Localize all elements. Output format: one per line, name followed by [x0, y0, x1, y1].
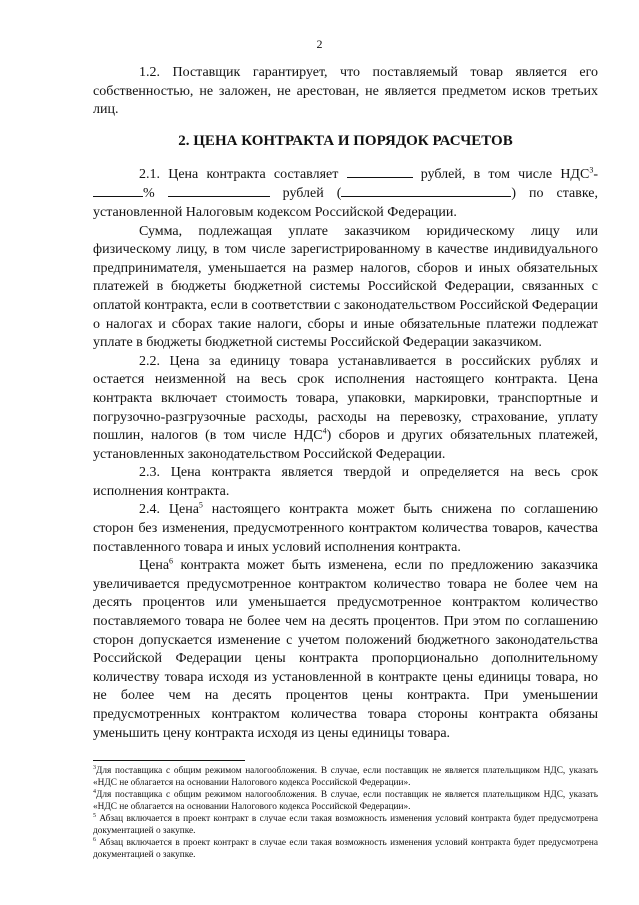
clause-1-2: 1.2. Поставщик гарантирует, что поставляемый товар является его собственностью, не заложен, не арестован, не является предметом исков третьих лиц.	[93, 65, 598, 118]
page-number: 2	[316, 37, 323, 51]
clause-price-change-text-b: контракта может быть изменена, если по предложению заказчика увеличивается предусмотренное контрактом количество товара не более чем на десять процентов или уменьшается предусмотренное контрактом количество поставляемого товара не более чем на десять процентов. При этом по соглашению сторон допускается изменение с учетом положений бюджетного законодательства Российской Федерации цены контракта пропорционально дополнительному количеству товара исходя из установленной в контракте цены единицы товара, но не более чем на десять процентов цены контракта. При уменьшении предусмотренных контрактом количества товара стороны контракта обязаны уменьшить цену контракта исходя из цены единицы товара.	[93, 558, 598, 741]
clause-2-3: 2.3. Цена контракта является твердой и определяется на весь срок исполнения контракта.	[93, 465, 598, 499]
footnote-mark-5: 5	[93, 812, 96, 819]
footnote-mark-4: 4	[93, 788, 96, 795]
footnote-5	[93, 813, 598, 837]
clause-2-1	[93, 165, 598, 223]
clause-2-2-text-b: ) сборов и других обязательных платежей, установленных законодательством Российской Федерации.	[93, 428, 598, 462]
footnote-text-5: Абзац включается в проект контракт в случае если такая возможность изменения условий контракта будет предусмотрена документацией о закупке.	[93, 814, 598, 836]
footnote-text-4: Для поставщика с общим режимом налогообложения. В случае, если поставщик не является плательщиком НДС, указать «НДС не облагается на основании Налогового кодекса Российской Федерации».	[93, 790, 598, 812]
clause-2-4-text-b: настоящего контракта может быть снижена по соглашению сторон без изменения, предусмотренного контрактом количества товаров, качества поставленного товара и иных условий исполнения контракта.	[93, 502, 598, 555]
footnote-ref-5: 5	[198, 500, 203, 510]
clause-2-1-text-d: %	[143, 186, 168, 202]
footnote-ref-3: 3	[589, 165, 594, 175]
clause-2-1-text-e: рублей (	[269, 186, 342, 202]
footnote-text-6: Абзац включается в проект контракт в случае если такая возможность изменения условий контракта будет предусмотрена документацией о закупке.	[93, 838, 598, 860]
section-heading-2: 2. ЦЕНА КОНТРАКТА И ПОРЯДОК РАСЧЕТОВ	[178, 132, 513, 149]
vat-amount-words-blank-field	[341, 184, 511, 197]
vat-amount-blank-field	[168, 184, 270, 197]
clause-2-2	[93, 353, 598, 465]
clause-price-change-text-a: Цена	[139, 558, 170, 574]
clause-payment-amount: Сумма, подлежащая уплате заказчиком юридическому лицу или физическому лицу, в том числе зарегистрированному в качестве индивидуального предпринимателя, уменьшается на размер налогов, сборов и иных обязательных платежей в бюджеты бюджетной системы Российской Федерации, связанных с оплатой контракта, если в соответствии с законодательством Российской Федерации о налогах и сборах такие налоги, сборы и иные обязательные платежи подлежат уплате в бюджеты бюджетной системы Российской Федерации заказчиком.	[93, 223, 598, 351]
footnote-mark-6: 6	[93, 836, 96, 843]
clause-2-4	[93, 501, 598, 557]
clause-price-change	[93, 557, 598, 743]
price-blank-field	[347, 165, 413, 178]
footnote-divider	[93, 760, 245, 761]
clause-2-1-text-b: рублей, в том числе НДС	[412, 166, 590, 182]
vat-rate-blank-field	[93, 184, 143, 197]
clause-2-1-text-f: ) по ставке, установленной Налоговым кодексом Российской Федерации.	[93, 186, 599, 220]
footnotes	[93, 765, 598, 861]
footnote-ref-4: 4	[322, 426, 327, 436]
footnote-ref-6: 6	[169, 556, 174, 566]
footnote-4	[93, 789, 598, 813]
footnote-6	[93, 837, 598, 861]
document-body	[93, 64, 598, 743]
clause-2-4-text-a: 2.4. Цена	[139, 502, 199, 518]
clause-2-1-text-c: -	[593, 166, 598, 182]
clause-2-1-text-a: 2.1. Цена контракта составляет	[139, 166, 347, 182]
footnote-3	[93, 765, 598, 789]
clause-2-2-text-a: 2.2. Цена за единицу товара устанавливается в российских рублях и остается неизменной на весь срок исполнения настоящего контракта. Цена контракта включает стоимость товара, упаковки, маркировки, транспортные и погрузочно-разгрузочные расходы, расходы на перевозку, страхование, уплату пошлин, налогов (в том числе НДС	[93, 353, 598, 444]
footnote-text-3: Для поставщика с общим режимом налогообложения. В случае, если поставщик не является плательщиком НДС, указать «НДС не облагается на основании Налогового кодекса Российской Федерации».	[93, 766, 598, 788]
footnote-mark-3: 3	[93, 764, 96, 771]
